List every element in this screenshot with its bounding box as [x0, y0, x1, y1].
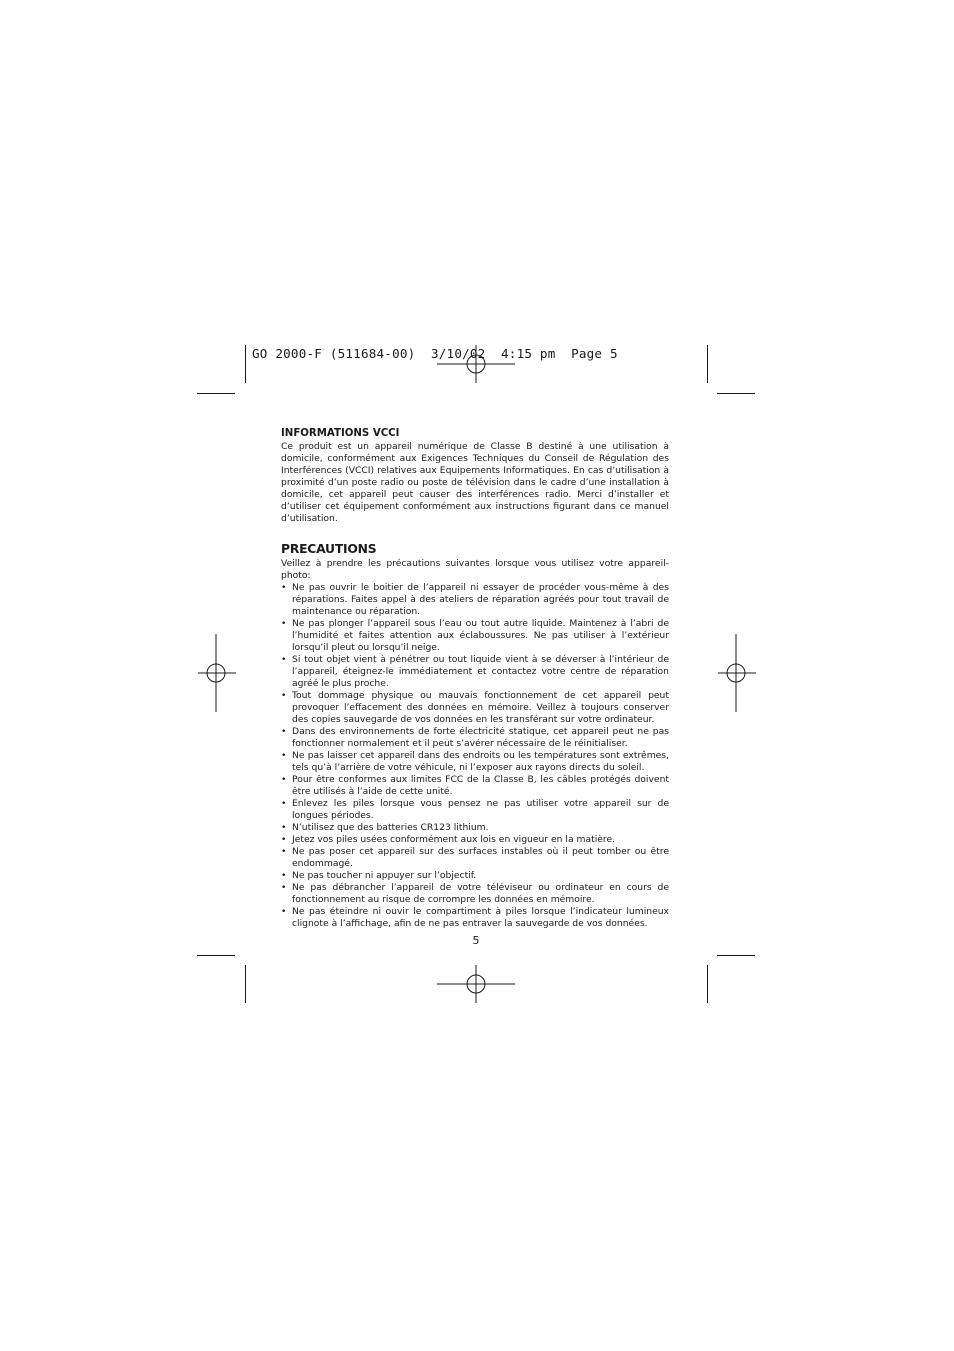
page-content	[281, 427, 669, 930]
list-item: • Ne pas plonger l’appareil sous l’eau ou tout autre liquide. Maintenez à l’abri de l’humidité et faites attention aux éclaboussures. Ne pas utiliser à l’extérieur lorsqu’il pleut ou lorsqu’il neige.	[281, 618, 669, 654]
list-item: • Ne pas laisser cet appareil dans des endroits ou les températures sont extrêmes, tels qu’à l’arrière de votre véhicule, ni l’exposer aux rayons directs du soleil.	[281, 750, 669, 774]
registration-mark-bottom-icon	[437, 965, 517, 1005]
crop-mark-bottom-left-vertical	[245, 965, 246, 1003]
list-item: • Si tout objet vient à pénétrer ou tout liquide vient à se déverser à l’intérieur de l’appareil, éteignez-le immédiatement et contactez votre centre de réparation agréé le plus proche.	[281, 654, 669, 690]
vcci-body: Ce produit est un appareil numérique de Classe B destiné à une utilisation à domicile, conformément aux Exigences Techniques du Conseil de Régulation des Interférences (VCCI) relatives aux Equipements Informatiques. En cas d’utilisation à proximité d’un poste radio ou poste de télévision dans le cadre d’une installation à domicile, cet appareil peut causer des interférences radio. Merci d’installer et d’utiliser cet équipement conformément aux instructions figurant dans ce manuel d’utilisation.	[281, 441, 669, 524]
list-item: • Dans des environnements de forte électricité statique, cet appareil peut ne pas fonctionner normalement et il peut s’avérer nécessaire de le réinitialiser.	[281, 726, 669, 750]
vcci-heading: INFORMATIONS VCCI	[281, 428, 400, 439]
registration-mark-left-icon	[196, 634, 238, 714]
registration-mark-right-icon	[716, 634, 758, 714]
crop-mark-top-left-horizontal	[197, 393, 235, 394]
crop-mark-top-right-vertical	[707, 345, 708, 383]
list-item: • Enlevez les piles lorsque vous pensez ne pas utiliser votre appareil sur de longues périodes.	[281, 798, 669, 822]
crop-mark-bottom-right-horizontal	[717, 955, 755, 956]
list-item: • Tout dommage physique ou mauvais fonctionnement de cet appareil peut provoquer l’effacement des données en mémoire. Veillez à toujours conserver des copies sauvegarde de vos données en les transférant sur votre ordinateur.	[281, 690, 669, 726]
precautions-section	[281, 542, 669, 930]
list-item: • Pour être conformes aux limites FCC de la Classe B, les câbles protégés doivent être utilisés à l’aide de cette unité.	[281, 774, 669, 798]
crop-mark-top-right-horizontal	[717, 393, 755, 394]
crop-mark-top-left-vertical	[245, 345, 246, 383]
crop-mark-bottom-left-horizontal	[197, 955, 235, 956]
precautions-heading: PRECAUTIONS	[281, 542, 377, 556]
list-item: • Ne pas toucher ni appuyer sur l’objectif.	[281, 870, 669, 882]
list-item: • Ne pas ouvrir le boitier de l’appareil ni essayer de procéder vous-même à des réparations. Faites appel à des ateliers de réparation agréés pour tout travail de maintenance ou réparation.	[281, 582, 669, 618]
vcci-section	[281, 427, 669, 525]
list-item: • N’utilisez que des batteries CR123 lithium.	[281, 822, 669, 834]
page-number: 5	[472, 934, 480, 947]
list-item: • Ne pas débrancher l’appareil de votre téléviseur ou ordinateur en cours de fonctionnement au risque de corrompre les données en mémoire.	[281, 882, 669, 906]
list-item: • Jetez vos piles usées conformément aux lois en vigueur en la matière.	[281, 834, 669, 846]
printer-slug-line: GO 2000-F (511684-00) 3/10/02 4:15 pm Page 5	[252, 346, 618, 361]
list-item: • Ne pas éteindre ni ouvir le compartiment à piles lorsque l’indicateur lumineux clignote à l’affichage, afin de ne pas entraver la sauvegarde de vos données.	[281, 906, 669, 930]
precautions-intro: Veillez à prendre les précautions suivantes lorsque vous utilisez votre appareil-photo:	[281, 558, 669, 581]
precautions-list	[281, 582, 669, 930]
list-item: • Ne pas poser cet appareil sur des surfaces instables où il peut tomber ou être endommagé.	[281, 846, 669, 870]
crop-mark-bottom-right-vertical	[707, 965, 708, 1003]
